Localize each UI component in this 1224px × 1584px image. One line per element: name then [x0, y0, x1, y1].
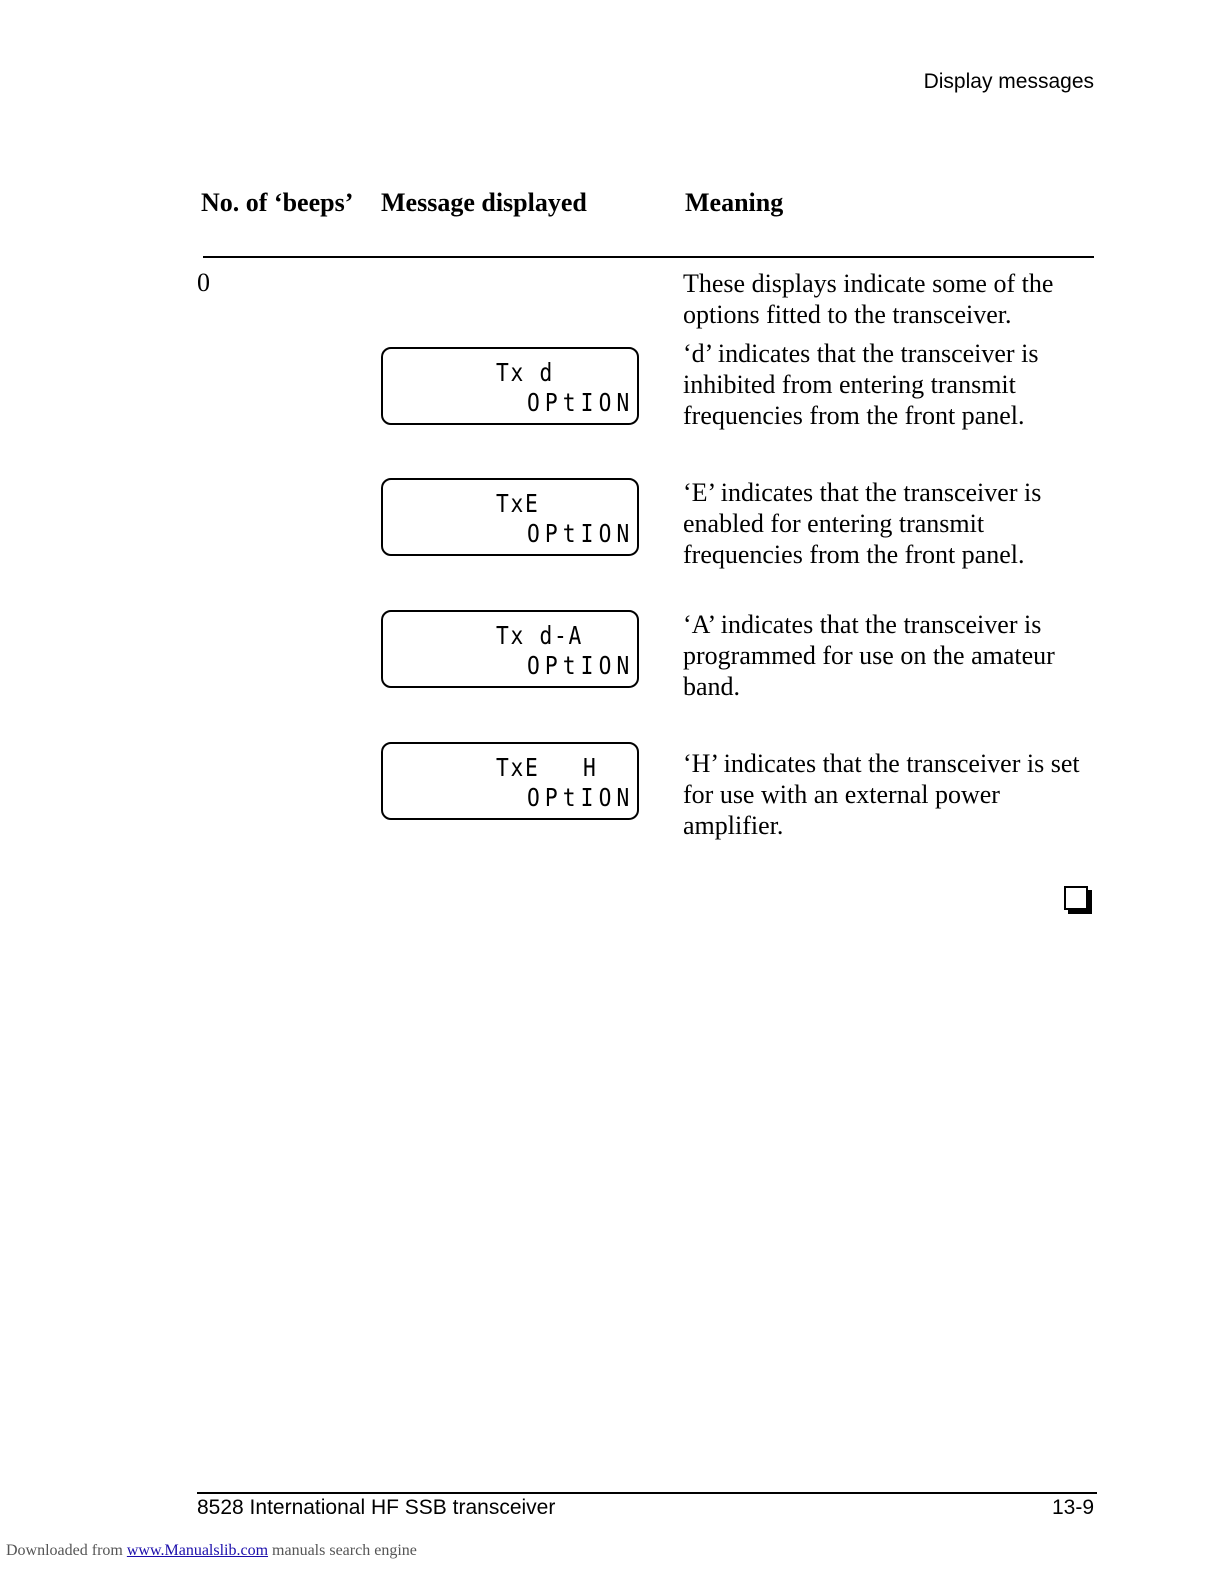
lcd-line-2: OPtION: [527, 651, 635, 680]
lcd-display-tx-d: [381, 347, 639, 425]
manualslib-link[interactable]: www.Manualslib.com: [126, 1542, 269, 1559]
lcd-line-1: Tx d-A: [496, 621, 583, 650]
download-note: [6, 1542, 417, 1560]
lcd-display-tx-e-h: [381, 742, 639, 820]
lcd-line-2: OPtION: [527, 519, 635, 548]
end-of-section-box-icon: [1064, 886, 1088, 910]
lcd-line-1: TxE H: [496, 753, 598, 782]
lcd-display-tx-d-a: [381, 610, 639, 688]
footer-rule: [197, 1492, 1097, 1494]
column-header-meaning: Meaning: [685, 188, 784, 217]
section-title: Display messages: [923, 70, 1094, 93]
lcd-line-1: Tx d: [496, 358, 554, 387]
download-suffix: manuals search engine: [272, 1542, 417, 1559]
lcd-display-tx-e: [381, 478, 639, 556]
column-header-beeps: No. of ‘beeps’: [201, 188, 354, 217]
meaning-tx-d: ‘d’ indicates that the transceiver is inhibited from entering transmit frequencies from the front panel.: [683, 339, 1039, 430]
intro-meaning: These displays indicate some of the options fitted to the transceiver.: [683, 269, 1054, 329]
meaning-tx-d-a: ‘A’ indicates that the transceiver is programmed for use on the amateur band.: [683, 610, 1055, 701]
download-prefix: Downloaded from: [6, 1542, 123, 1559]
column-header-message: Message displayed: [381, 188, 587, 217]
lcd-line-1: TxE: [496, 489, 540, 518]
lcd-line-2: OPtION: [527, 388, 635, 417]
footer-page-number: 13-9: [1051, 1496, 1094, 1519]
meaning-tx-e: ‘E’ indicates that the transceiver is enabled for entering transmit frequencies from the front panel.: [683, 478, 1042, 569]
meaning-tx-e-h: ‘H’ indicates that the transceiver is set for use with an external power amplifier.: [683, 749, 1080, 840]
lcd-line-2: OPtION: [527, 783, 635, 812]
beeps-count: 0: [197, 268, 210, 297]
table-header-rule: [203, 256, 1094, 258]
footer-product: 8528 International HF SSB transceiver: [197, 1496, 556, 1519]
